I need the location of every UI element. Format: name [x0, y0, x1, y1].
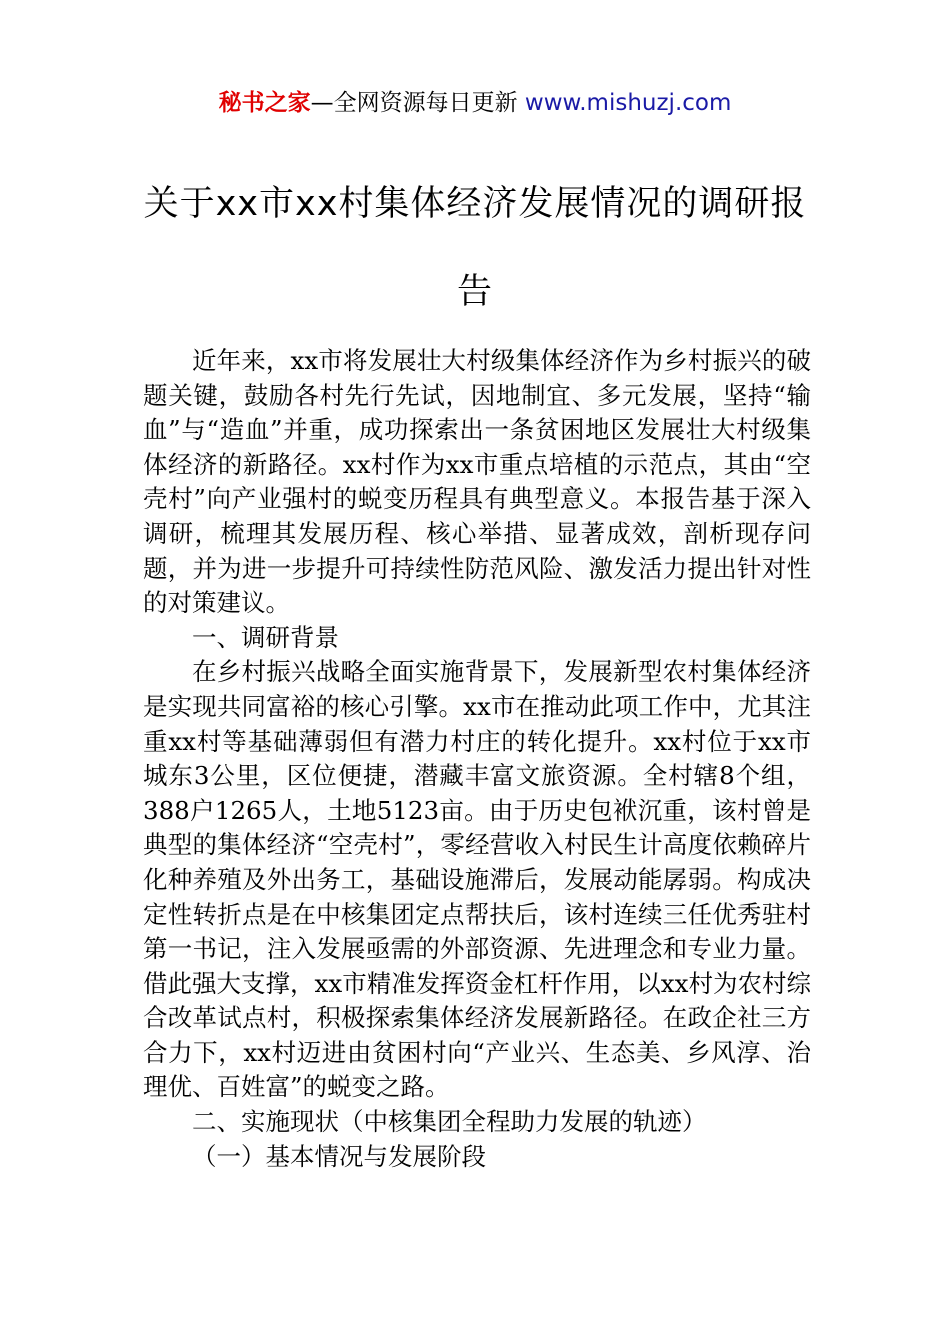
section-heading-background: 一、调研背景	[192, 622, 339, 652]
document-title: 关于xx市xx村集体经济发展情况的调研报告	[143, 184, 807, 312]
site-url-link[interactable]: www.mishuzj.com	[524, 90, 732, 116]
background-paragraph: 在乡村振兴战略全面实施背景下，发展新型农村集体经济是实现共同富裕的核心引擎。xx市在推动此项工作中，尤其注重xx村等基础薄弱但有潜力村庄的转化提升。xx村位于xx市城东3公里，区位便捷，潜藏丰富文旅资源。全村辖8个组，388户1265人，土地5123亩。由于历史包袱沉重，该村曾是典型的集体经济“空壳村”，零经营收入村民生计高度依赖碎片化种养殖及外出务工，基础设施滞后，发展动能孱弱。构成决定性转折点是在中核集团定点帮扶后，该村连续三任优秀驻村第一书记，注入发展亟需的外部资源、先进理念和专业力量。借此强大支撑，xx市精准发挥资金杠杆作用，以xx村为农村综合改革试点村，积极探索集体经济发展新路径。在政企社三方合力下，xx村迈进由贫困村向“产业兴、生态美、乡风淳、治理优、百姓富”的蜕变之路。	[143, 657, 811, 1102]
site-brand: 秘书之家	[218, 90, 311, 116]
subsection-heading-basic: （一）基本情况与发展阶段	[192, 1141, 486, 1171]
document-body	[143, 344, 811, 1174]
site-tagline: —全网资源每日更新	[310, 90, 525, 116]
section-heading-status: 二、实施现状（中核集团全程助力发展的轨迹）	[192, 1107, 707, 1137]
intro-paragraph: 近年来，xx市将发展壮大村级集体经济作为乡村振兴的破题关键，鼓励各村先行先试，因地制宜、多元发展，坚持“输血”与“造血”并重，成功探索出一条贫困地区发展壮大村级集体经济的新路径。xx村作为xx市重点培植的示范点，其由“空壳村”向产业强村的蜕变历程具有典型意义。本报告基于深入调研，梳理其发展历程、核心举措、显著成效，剖析现存问题，并为进一步提升可持续性防范风险、激发活力提出针对性的对策建议。	[143, 346, 811, 618]
site-header	[0, 86, 950, 120]
